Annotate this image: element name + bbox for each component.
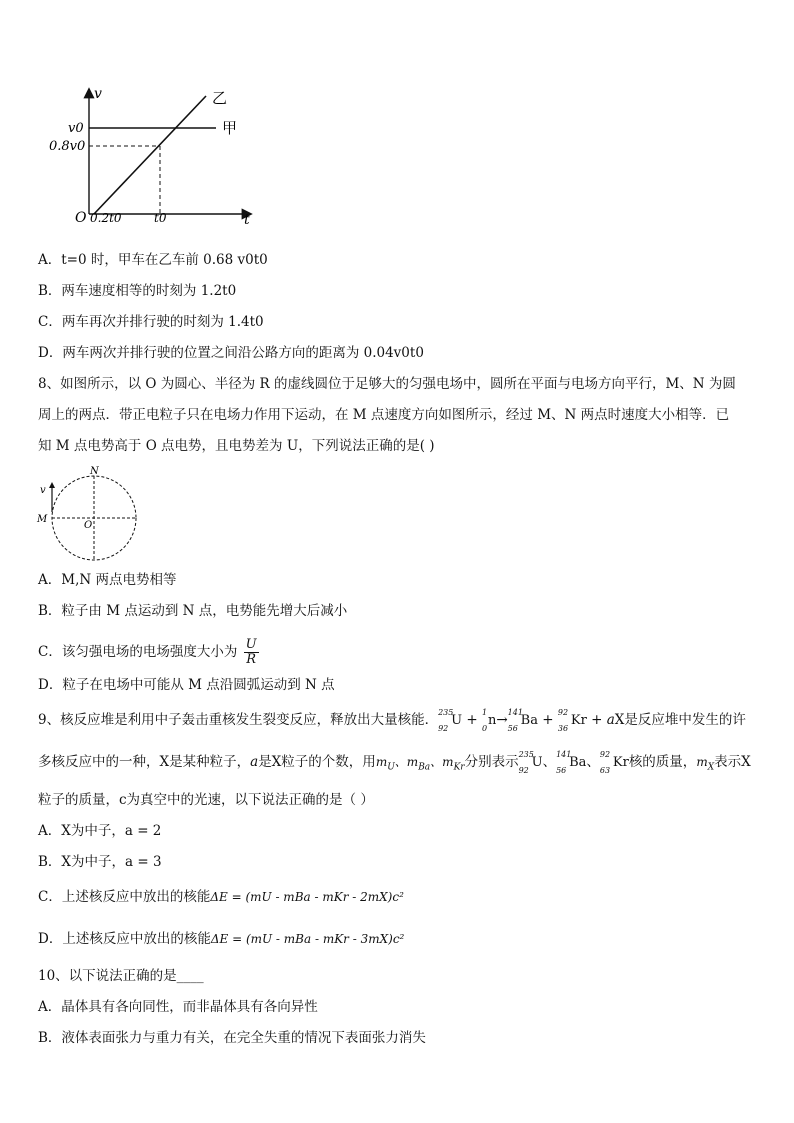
- q7-option-b: B．两车速度相等的时刻为 1.2t0: [38, 283, 237, 299]
- field-strength-fraction: [244, 638, 259, 667]
- tick-02t0: 0.2t0: [90, 211, 122, 225]
- q9-stem2-c: 分别表示: [464, 754, 519, 770]
- q7-option-d: D．两车两次并排行驶的位置之间沿公路方向的距离为 0.04v0t0: [38, 345, 424, 361]
- q9-option-c-text: C．上述核反应中放出的核能: [38, 889, 211, 905]
- q9-option-c-formula: ΔE = (mU - mBa - mKr - 2mX)c²: [210, 890, 404, 904]
- q9-stem2-a: 多核反应中的一种，X是某种粒子，: [38, 754, 251, 770]
- q7-option-a: A．t=0 时，甲车在乙车前 0.68 v0t0: [38, 252, 268, 268]
- q9-option-c: [38, 887, 404, 907]
- q9-option-a: A．X为中子，a = 2: [38, 823, 162, 839]
- q8-stem-line1: 8、如图所示，以 O 为圆心、半径为 R 的虚线圆位于足够大的匀强电场中，圆所在平面与电场方向平行，M、N 为圆: [38, 376, 736, 392]
- label-yi: 乙: [212, 89, 228, 107]
- q8-option-a: A．M,N 两点电势相等: [38, 572, 177, 588]
- q9-stem-line1: 9、核反应堆是利用中子轰击重核发生裂变反应，释放出大量核能． 235 92 U + 1 0 n→ 141 56 Ba + 92 36 Kr + aX是反应堆中发生的许: [38, 707, 746, 733]
- label-o: O: [84, 520, 93, 531]
- q8-stem-line2: 周上的两点．带正电粒子只在电场力作用下运动，在 M 点速度方向如图所示，经过 M、N 两点时速度大小相等．已: [38, 407, 730, 423]
- uranium-nuclide: 235 92 U: [438, 707, 463, 733]
- velocity-arrow-head: [49, 482, 55, 488]
- q7-option-c: C．两车再次并排行驶的时刻为 1.4t0: [38, 314, 264, 330]
- label-jia: 甲: [222, 119, 238, 137]
- label-n: N: [90, 466, 99, 477]
- q9-stem2-e: 表示X: [714, 754, 751, 770]
- q10-stem: 10、以下说法正确的是____: [38, 968, 204, 984]
- tick-08v0: 0.8v0: [49, 139, 86, 154]
- tick-t0: t0: [154, 211, 167, 225]
- q9-option-d: [38, 929, 404, 949]
- q9-option-d-formula: ΔE = (mU - mBa - mKr - 3mX)c²: [210, 932, 405, 946]
- fraction-numerator: U: [245, 637, 257, 652]
- q9-stem2-d: 核的质量，: [628, 754, 697, 770]
- tick-v0: v0: [68, 121, 84, 136]
- q8-option-b: B．粒子由 M 点运动到 N 点，电势能先增大后减小: [38, 603, 348, 619]
- axis-label-v: v: [94, 86, 102, 102]
- q8-option-d: D．粒子在电场中可能从 M 点沿圆弧运动到 N 点: [38, 677, 335, 693]
- q8-option-c: [38, 638, 259, 667]
- label-m: M: [37, 514, 48, 525]
- q10-option-a: A．晶体具有各向同性，而非晶体具有各向异性: [38, 999, 318, 1015]
- fraction-denominator: R: [246, 652, 257, 667]
- q9-stem-text1: 9、核反应堆是利用中子轰击重核发生裂变反应，释放出大量核能．: [38, 712, 439, 728]
- velocity-time-graph: [40, 82, 270, 230]
- q8-stem-line3: 知 M 点电势高于 O 点电势，且电势差为 U，下列说法正确的是( ): [38, 438, 435, 454]
- q9-stem2-b: 是X粒子的个数，用: [258, 754, 376, 770]
- q9-stem-text2: 是反应堆中发生的许: [624, 712, 746, 728]
- q9-option-d-text: D．上述核反应中放出的核能: [38, 931, 211, 947]
- circle-field-diagram: [34, 462, 154, 566]
- barium-nuclide: 141 56 Ba: [507, 707, 538, 733]
- q8-option-c-text: C．该匀强电场的电场强度大小为: [38, 644, 238, 660]
- q9-option-b: B．X为中子，a = 3: [38, 854, 162, 870]
- label-v: v: [40, 485, 46, 496]
- neutron-nuclide: 1 0 n: [481, 707, 497, 733]
- krypton-nuclide: 92 36 Kr: [557, 707, 587, 733]
- axis-label-t: t: [244, 212, 250, 228]
- q9-stem-line3: 粒子的质量，c为真空中的光速，以下说法正确的是（ ）: [38, 792, 374, 808]
- line-yi: [94, 96, 206, 214]
- q10-option-b: B．液体表面张力与重力有关，在完全失重的情况下表面张力消失: [38, 1030, 426, 1046]
- origin-label: O: [75, 210, 87, 226]
- q9-stem-line2: 多核反应中的一种，X是某种粒子，a是X粒子的个数，用$m_U$、$m_{Ba}$、$m_{Kr}$分别表示 235 92 U、 141 56 Ba、 92 63 Kr核的质量，$m_X$表示X: [38, 749, 751, 775]
